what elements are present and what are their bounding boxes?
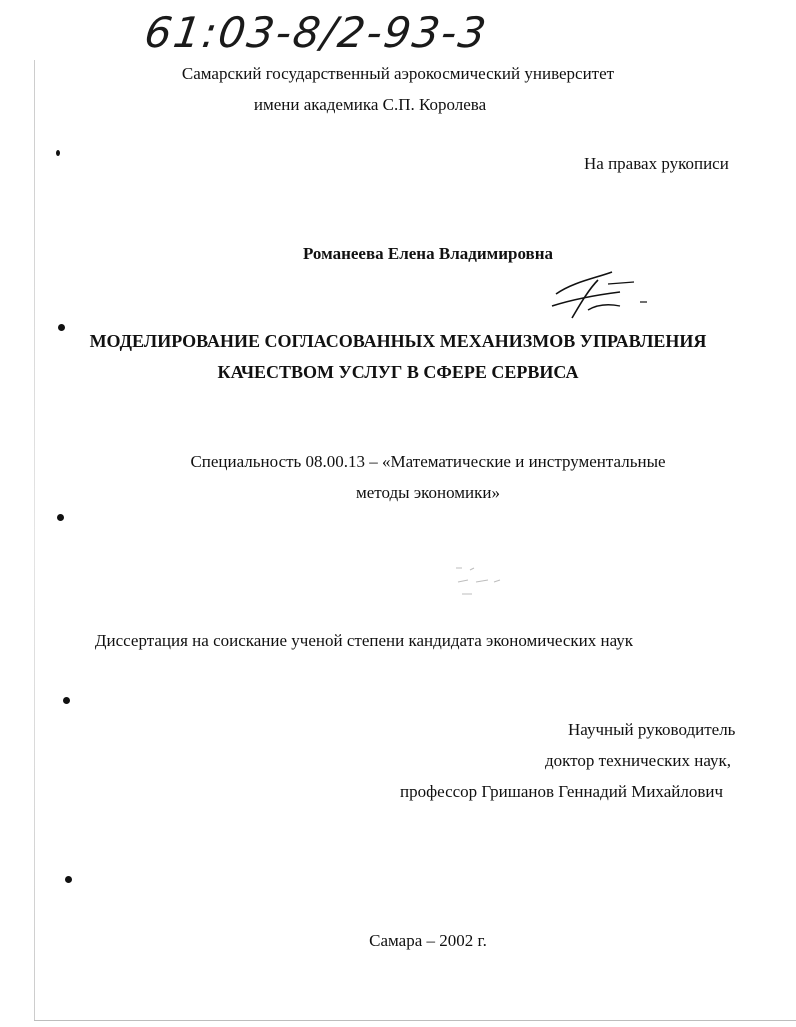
scan-edge-line <box>34 60 35 1020</box>
city-and-year: Самара – 2002 г. <box>369 931 487 950</box>
scan-bottom-line <box>34 1020 796 1021</box>
manuscript-rights-note: На правах рукописи <box>584 154 729 173</box>
dissertation-degree: Диссертация на соискание ученой степени кандидата экономических наук <box>94 631 634 650</box>
punch-hole-mark <box>57 514 64 521</box>
handwritten-registration-number: 61:03-8/2-93-3 <box>141 8 491 57</box>
dissertation-title-line-1: МОДЕЛИРОВАНИЕ СОГЛАСОВАННЫХ МЕХАНИЗМОВ УПРАВЛЕНИЯ <box>89 331 707 351</box>
faded-stamp-mark <box>452 560 512 600</box>
punch-hole-mark <box>63 697 70 704</box>
author-signature <box>548 268 653 323</box>
advisor-name: профессор Гришанов Геннадий Михайлович <box>400 782 723 801</box>
punch-hole-mark <box>56 150 60 156</box>
author-name: Романеева Елена Владимировна <box>302 244 554 263</box>
punch-hole-mark <box>58 324 65 331</box>
advisor-degree: доктор технических наук, <box>545 751 732 770</box>
university-name: Самарский государственный аэрокосмический университет <box>181 64 615 83</box>
specialty-line-2: методы экономики» <box>355 483 501 502</box>
university-dedication: имени академика С.П. Королева <box>253 95 487 114</box>
advisor-title: Научный руководитель <box>568 720 736 739</box>
dissertation-title-line-2: КАЧЕСТВОМ УСЛУГ В СФЕРЕ СЕРВИСА <box>217 362 579 382</box>
specialty-line-1: Специальность 08.00.13 – «Математические и инструментальные <box>190 452 666 471</box>
punch-hole-mark <box>65 876 72 883</box>
